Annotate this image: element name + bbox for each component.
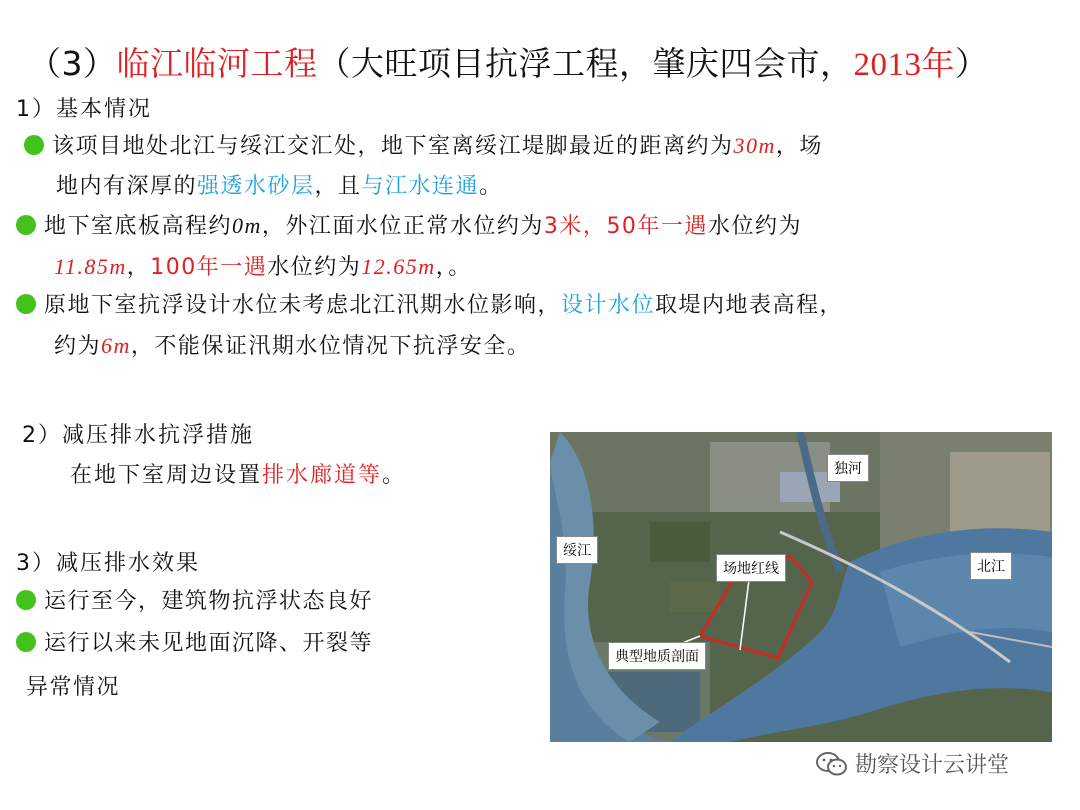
section3-heading: 3）减压排水效果: [16, 551, 200, 576]
b2-normal-level: 3米: [543, 214, 583, 239]
b3-6m: 6m: [101, 333, 131, 358]
b2-text-3: 水位约为: [707, 214, 802, 239]
map-label-beijiang: 北江: [970, 552, 1012, 580]
section1-bullet-1: [24, 126, 823, 207]
map-label-duhe: 独河: [827, 454, 869, 482]
section3-bullet-1: [16, 582, 373, 622]
b1-text-3: 地内有深厚的: [56, 174, 198, 199]
section1-heading: 1）基本情况: [16, 97, 152, 122]
s3-b2-text-1: 运行以来未见地面沉降、开裂等: [44, 631, 374, 656]
b1-text-4: ，且: [314, 174, 362, 199]
b1-connected: 与江水连通: [361, 174, 480, 199]
bullet-dot-icon: [16, 215, 36, 235]
b2-100yr-level: 12.65m: [361, 254, 436, 279]
b3-text-3: 约为: [54, 334, 102, 359]
b1-distance: 30m: [733, 133, 776, 158]
b2-comma-2: ，: [126, 255, 151, 280]
s2-text-2: 。: [382, 463, 407, 488]
b1-text-1: 该项目地处北江与绥江交汇处，地下室离绥江堤脚最近的距离约为: [52, 134, 734, 159]
b2-50yr: 50年一遇: [606, 214, 708, 239]
title-middle: （大旺项目抗浮工程，肇庆四会市，: [317, 44, 854, 83]
map-label-suijiang: 绥江: [556, 536, 598, 564]
b1-text-5: 。: [479, 174, 503, 199]
b3-design-level: 设计水位: [561, 293, 656, 318]
section1-bullet-3: [16, 286, 843, 367]
b3-text-1: 原地下室抗浮设计水位未考虑北江汛期水位影响，: [44, 293, 562, 318]
map-graphic: [550, 432, 1052, 742]
b3-text-4: ，不能保证汛期水位情况下抗浮安全。: [130, 334, 531, 359]
bullet-dot-icon: [24, 135, 44, 155]
b2-comma: ，: [582, 214, 607, 239]
bullet-dot-icon: [16, 294, 36, 314]
b2-text-1: 地下室底板高程约: [44, 214, 233, 239]
wechat-icon: [815, 751, 849, 777]
bullet-dot-icon: [16, 632, 36, 652]
title-year: 2013年: [853, 47, 955, 83]
b2-100yr: 100年一遇: [150, 255, 268, 280]
s3-b2-text-2: 异常情况: [26, 675, 121, 700]
section1-bullet-2: [16, 206, 802, 288]
b2-50yr-level: 11.85m: [54, 254, 127, 279]
s3-b1-text: 运行至今，建筑物抗浮状态良好: [44, 589, 374, 614]
title-highlight: 临江临河工程: [116, 44, 318, 83]
b2-text-4: 水位约为: [267, 255, 362, 280]
watermark-text: 勘察设计云讲堂: [855, 753, 1010, 778]
bullet-dot-icon: [16, 590, 36, 610]
section2-text: [70, 458, 406, 489]
map-label-section: 典型地质剖面: [608, 642, 706, 670]
section3-bullet-2: [16, 624, 373, 708]
b2-text-2: ，外江面水位正常水位约为: [261, 214, 544, 239]
section2-heading: 2）减压排水抗浮措施: [22, 423, 254, 448]
b2-text-5: ，。: [435, 255, 472, 280]
b1-text-2: ，场: [775, 134, 823, 159]
slide-title: [28, 38, 989, 85]
title-suffix: ）: [955, 44, 989, 83]
s2-drainage: 排水廊道等: [262, 463, 383, 488]
b1-sand-layer: 强透水砂层: [197, 174, 315, 199]
b2-elevation: 0m: [232, 213, 262, 238]
b3-text-2: 取堤内地表高程，: [655, 293, 844, 318]
title-prefix: （3）: [28, 44, 117, 83]
map-label-redline: 场地红线: [716, 554, 786, 582]
s2-text-1: 在地下室周边设置: [70, 463, 263, 488]
satellite-map: [550, 432, 1052, 742]
watermark: [815, 748, 1009, 779]
